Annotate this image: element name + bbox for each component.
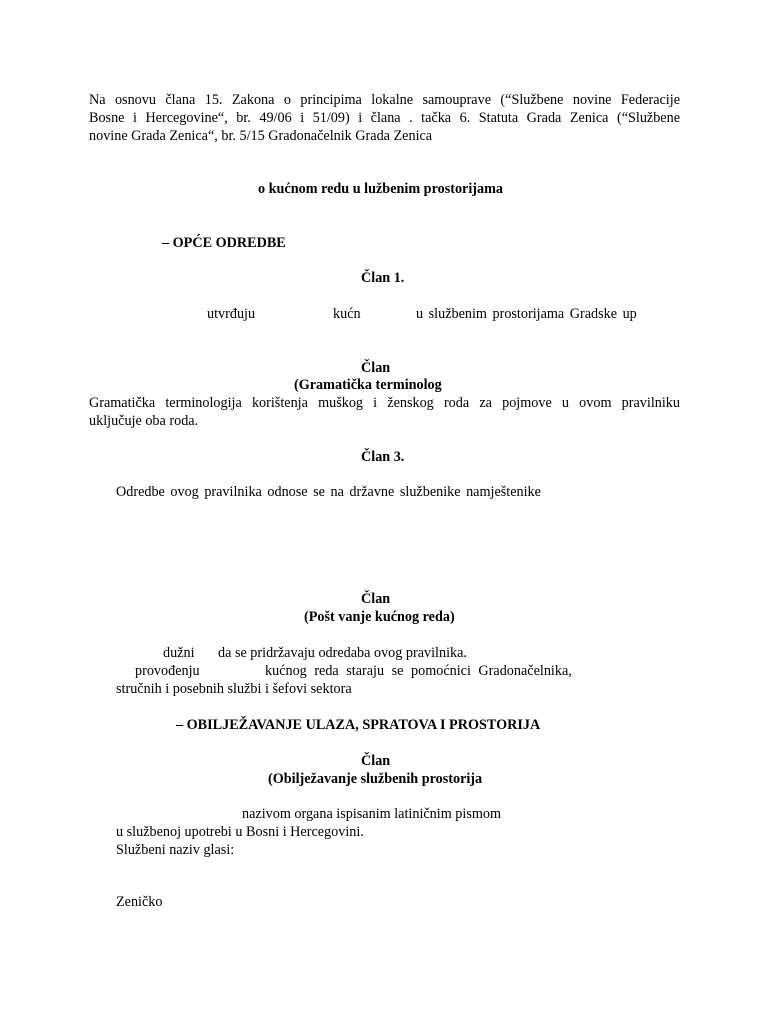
article-5-line-2: u službenoj upotrebi u Bosni i Hercegovini. bbox=[116, 824, 364, 840]
article-4-line-2-b: kućnog reda staraju se pomoćnici Gradonačelnika, bbox=[265, 663, 572, 679]
article-1-text-a: utvrđuju bbox=[207, 306, 256, 322]
article-1-text-b: kućn bbox=[333, 306, 361, 322]
article-4-subheading: (Pošt vanje kućnog reda) bbox=[304, 609, 455, 625]
article-2-heading: Član bbox=[361, 360, 391, 376]
article-2-line-2: uključuje oba roda. bbox=[89, 413, 199, 429]
article-4-line-1-b: da se pridržavaju odredaba ovog pravilnika. bbox=[218, 645, 467, 661]
article-4-line-1-a: dužni bbox=[163, 645, 195, 661]
preamble-line-3: novine Grada Zenica“, br. 5/15 Gradonačelnik Grada Zenica bbox=[89, 128, 433, 144]
article-5-line-1: nazivom organa ispisanim latiničnim pismom bbox=[242, 806, 502, 822]
article-1-text-c: u službenim prostorijama Gradske up bbox=[416, 306, 637, 322]
section-heading-marking: – OBILJEŽAVANJE ULAZA, SPRATOVA I PROSTORIJA bbox=[176, 717, 541, 733]
article-3-text: Odredbe ovog pravilnika odnose se na državne službenike namještenike bbox=[116, 484, 541, 500]
article-2-subheading: (Gramatička terminolog bbox=[294, 377, 442, 393]
article-4-line-2-a: provođenju bbox=[135, 663, 200, 679]
article-5-line-3: Službeni naziv glasi: bbox=[116, 842, 235, 858]
preamble-line-2: Bosne i Hercegovine“, br. 49/06 i 51/09) i člana . tačka 6. Statuta Grada Zenica (“Službene bbox=[89, 110, 680, 126]
document-title: o kućnom redu u lužbenim prostorijama bbox=[258, 181, 504, 197]
section-heading-general-provisions: – OPĆE ODREDBE bbox=[162, 235, 286, 251]
article-3-heading: Član 3. bbox=[361, 449, 405, 465]
article-4-line-3: stručnih i posebnih službi i šefovi sektora bbox=[116, 681, 352, 697]
article-5-heading: Član bbox=[361, 753, 391, 769]
article-5-line-4: Zeničko bbox=[116, 894, 163, 910]
article-4-heading: Član bbox=[361, 591, 391, 607]
article-2-line-1: Gramatička terminologija korištenja muškog i ženskog roda za pojmove u ovom pravilniku bbox=[89, 395, 680, 411]
article-5-subheading: (Obilježavanje službenih prostorija bbox=[268, 771, 483, 787]
preamble-line-1: Na osnovu člana 15. Zakona o principima lokalne samouprave (“Službene novine Federacije bbox=[89, 92, 680, 108]
article-1-heading: Član 1. bbox=[361, 270, 405, 286]
